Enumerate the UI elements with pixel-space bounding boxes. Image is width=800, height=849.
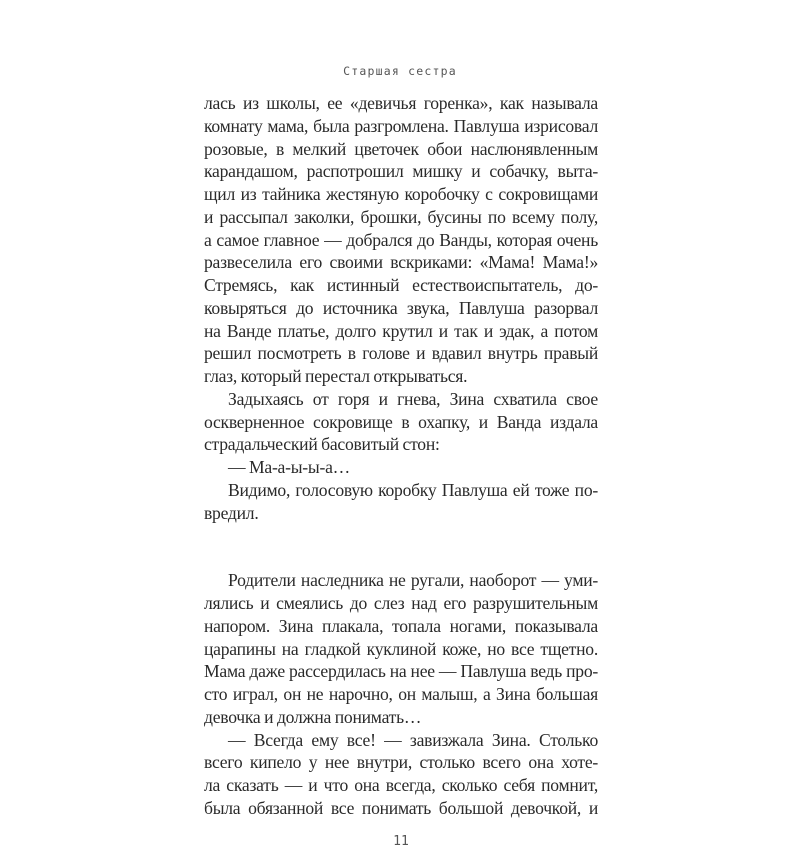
text-line: Родители наследника не ругали, наоборот — уми- xyxy=(228,570,598,591)
text-line: Видимо, голосовую коробку Павлуша ей тоже по- xyxy=(228,479,598,500)
text-line: сто играл, он не нарочно, он малыш, а Зина большая xyxy=(204,684,598,704)
paragraph xyxy=(204,92,598,388)
text-line: и рассыпал заколки, брошки, бусины по всему полу, xyxy=(204,206,598,227)
paragraph xyxy=(204,729,598,820)
text-line: напором. Зина плакала, топала ногами, показывала xyxy=(204,615,598,636)
paragraph xyxy=(204,456,598,479)
text-line: Задыхаясь от горя и гнева, Зина схватила свое xyxy=(228,388,598,409)
paragraph xyxy=(204,388,598,456)
text-line: ковыряться до источника звука, Павлуша разорвал xyxy=(204,297,598,318)
text-line: а самое главное — добрался до Ванды, которая очень xyxy=(204,229,598,250)
text-line: комнату мама, была разгромлена. Павлуша изрисовал xyxy=(204,115,598,136)
text-line: — Ма-а-ы-ы-а… xyxy=(228,457,350,477)
text-line: лялись и смеялись до слез над его разрушительным xyxy=(204,593,598,613)
text-line: Стремясь, как истинный естествоиспытатель, до- xyxy=(204,275,598,295)
section-break xyxy=(204,524,598,569)
text-line: была обязанной все понимать большой девочкой, и xyxy=(204,797,598,818)
text-line: страдальческий басовитый стон: xyxy=(204,434,440,455)
body-text xyxy=(204,92,598,849)
paragraph xyxy=(204,569,598,728)
text-line: девочка и должна понимать… xyxy=(204,706,422,727)
text-line: царапины на гладкой куклиной коже, но все тщетно. xyxy=(204,638,598,659)
text-line: Мама даже рассердилась на нее — Павлуша ведь про- xyxy=(204,661,598,682)
text-line: развеселила его своими вскриками: «Мама! Мама!» xyxy=(204,252,598,273)
text-line: глаз, который перестал открываться. xyxy=(204,366,468,386)
text-line: карандашом, распотрошил мишку и собачку, выта- xyxy=(204,161,598,182)
paragraph xyxy=(204,479,598,525)
text-line: — Всегда ему все! — завизжала Зина. Столько xyxy=(228,729,598,750)
text-line: на Ванде платье, долго крутил и так и эдак, а потом xyxy=(204,320,598,341)
text-line: оскверненное сокровище в охапку, и Ванда издала xyxy=(204,411,598,432)
text-line: всего кипело у нее внутри, столько всего она хоте- xyxy=(204,752,598,773)
text-line: решил посмотреть в голове и вдавил внутрь правый xyxy=(204,343,598,364)
page-number: 11 xyxy=(393,833,409,849)
text-line: ла сказать — и что она всегда, сколько себя помнит, xyxy=(204,775,598,795)
text-line: вредил. xyxy=(204,502,259,523)
text-line: розовые, в мелкий цветочек обои наслюнявленным xyxy=(204,138,598,159)
text-line: лась из школы, ее «девичья горенка», как называла xyxy=(204,93,598,113)
text-line: щил из тайника жестяную коробочку с сокровищами xyxy=(204,184,598,204)
running-head: Старшая сестра xyxy=(343,64,457,78)
